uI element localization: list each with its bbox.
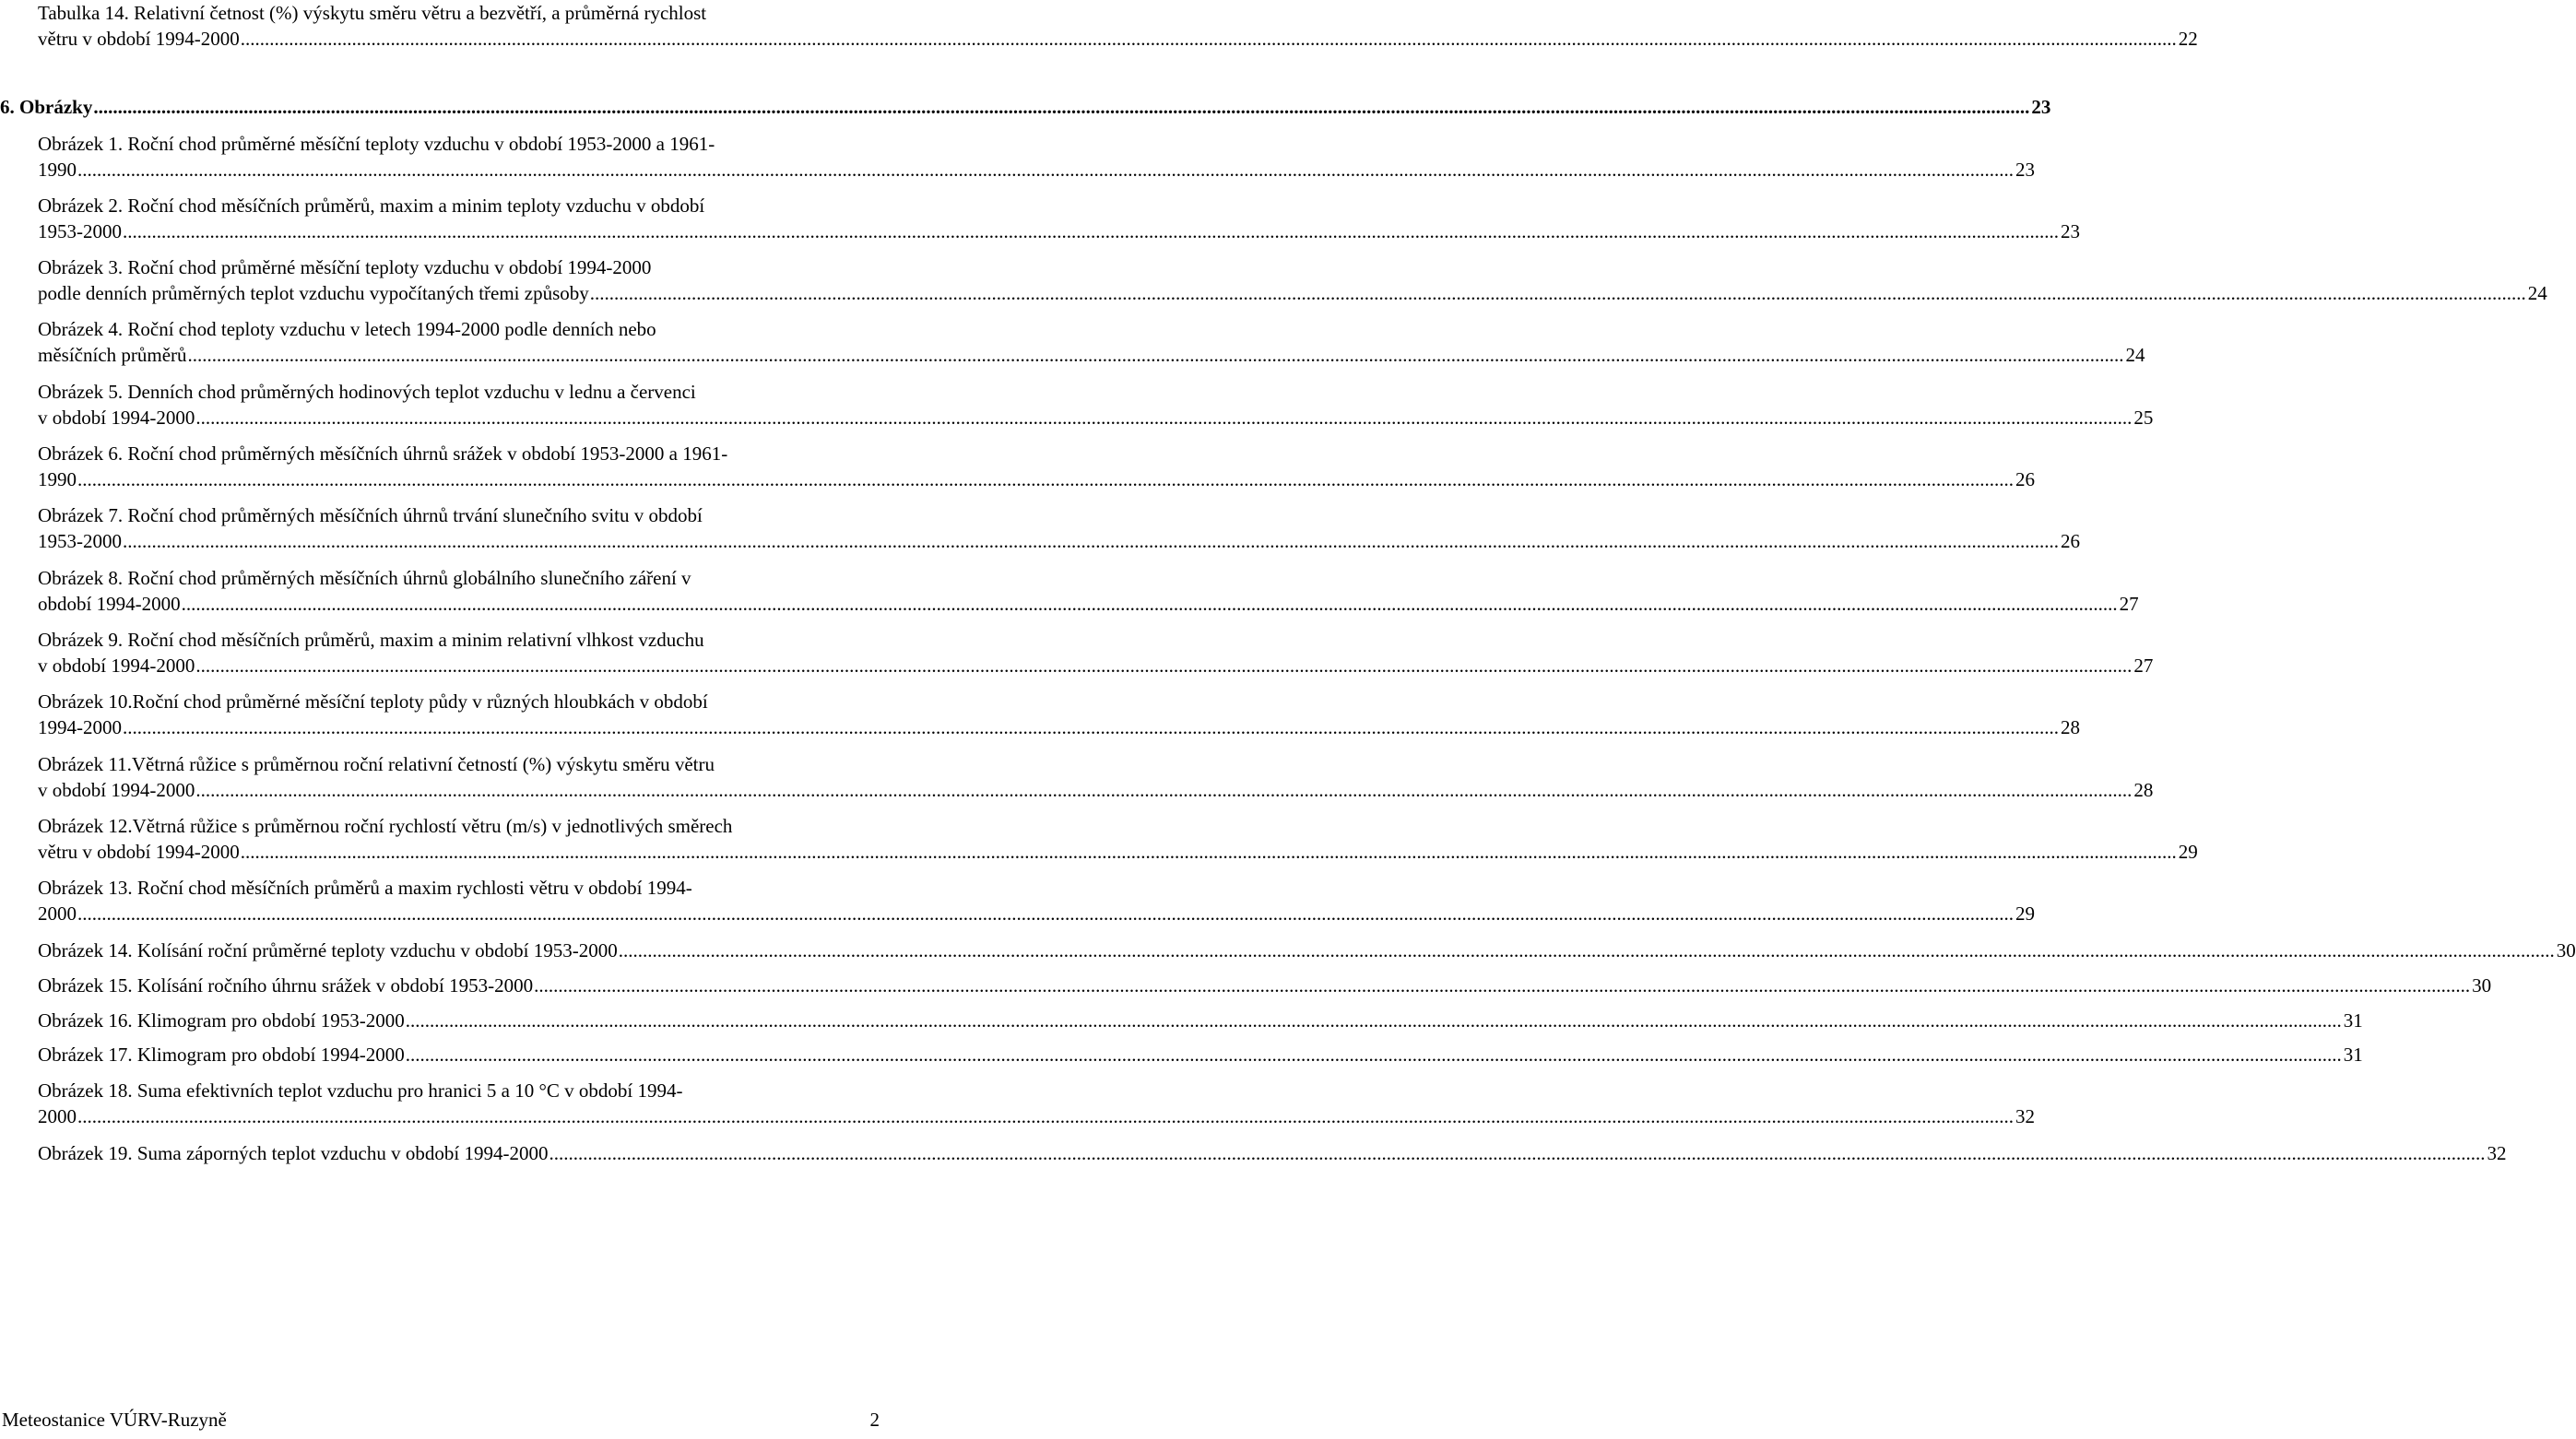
toc-page-number: 23 (2031, 96, 2051, 118)
toc-page-number: 24 (2125, 344, 2145, 366)
toc-page-number: 23 (2061, 220, 2080, 242)
dot-leader: ................................................................................................................................................................................................................................................................................................................................................................................................................ (240, 841, 2177, 863)
toc-entry-leader-line (38, 280, 2547, 306)
toc-entry-text-line: Obrázek 10.Roční chod průměrné měsíční teploty půdy v různých hloubkách v období (38, 690, 708, 713)
dot-leader: ................................................................................................................................................................................................................................................................................................................................................................................................................ (195, 655, 2133, 677)
footer-page-number: 2 (869, 1409, 880, 1431)
toc-entry[interactable] (38, 751, 2154, 803)
dot-leader: ................................................................................................................................................................................................................................................................................................................................................................................................................ (77, 1105, 2014, 1127)
toc-entry-text-line: Obrázek 12.Větrná růžice s průměrnou roční rychlostí větru (m/s) v jednotlivých směrech (38, 815, 733, 837)
toc-page-number: 22 (2178, 28, 2198, 50)
dot-leader: ................................................................................................................................................................................................................................................................................................................................................................................................................ (123, 716, 2059, 738)
dot-leader: ................................................................................................................................................................................................................................................................................................................................................................................................................ (195, 779, 2133, 801)
dot-leader: ................................................................................................................................................................................................................................................................................................................................................................................................................ (123, 220, 2059, 242)
toc-entry-leader-line (38, 218, 2080, 244)
dot-leader: ................................................................................................................................................................................................................................................................................................................................................................................................................ (77, 468, 2014, 490)
toc-entry-leader-line (38, 466, 2035, 492)
toc-entry-title: Obrázek 14. Kolísání roční průměrné teploty vzduchu v období 1953-2000 (38, 939, 618, 961)
toc-entry[interactable] (38, 1008, 2363, 1033)
toc-entry-leader-line (38, 653, 2154, 678)
toc-entry[interactable] (38, 0, 2198, 52)
dot-leader: ................................................................................................................................................................................................................................................................................................................................................................................................................ (77, 902, 2014, 925)
toc-page-number: 30 (2556, 939, 2576, 961)
dot-leader: ................................................................................................................................................................................................................................................................................................................................................................................................................ (405, 1044, 2342, 1066)
toc-section-heading[interactable] (0, 94, 2051, 120)
toc-entry-title: Obrázek 19. Suma záporných teplot vzduchu v období 1994-2000 (38, 1142, 549, 1164)
toc-entry-text-line: Tabulka 14. Relativní četnost (%) výskytu směru větru a bezvětří, a průměrná rychlost (38, 2, 707, 24)
toc-entry-text-line: Obrázek 6. Roční chod průměrných měsíčních úhrnů srážek v období 1953-2000 a 1961- (38, 442, 728, 465)
toc-page-number: 32 (2487, 1142, 2507, 1164)
toc-entry-text-line: Obrázek 1. Roční chod průměrné měsíční teploty vzduchu v období 1953-2000 a 1961- (38, 133, 715, 155)
toc-entry-text-line: Obrázek 5. Denních chod průměrných hodinových teplot vzduchu v lednu a červenci (38, 381, 696, 403)
toc-entry-leader-line (38, 973, 2492, 998)
toc-entry-title: Obrázek 15. Kolísání ročního úhrnu srážek v období 1953-2000 (38, 974, 534, 997)
toc-entry-leader-line (38, 157, 2035, 183)
toc-page-number: 28 (2133, 779, 2154, 801)
toc-page-number: 27 (2119, 593, 2139, 615)
toc-entry-leader-line (38, 342, 2145, 368)
toc-page-number: 30 (2472, 974, 2492, 997)
toc-entry-text-line: Obrázek 18. Suma efektivních teplot vzduchu pro hranici 5 a 10 °C v období 1994- (38, 1079, 683, 1102)
toc-entry-leader-line (38, 591, 2139, 617)
toc-page-number: 29 (2015, 902, 2035, 925)
toc-entry-leader-line (38, 839, 2198, 865)
toc-entry-text-line: Obrázek 11.Větrná růžice s průměrnou roční relativní četností (%) výskytu směru větru (38, 753, 715, 775)
toc-entry-title: v období 1994-2000 (38, 407, 195, 429)
toc-entry[interactable] (38, 689, 2080, 740)
toc-entry-leader-line (38, 901, 2035, 926)
toc-entry-text-line: Obrázek 8. Roční chod průměrných měsíčních úhrnů globálního slunečního záření v (38, 567, 691, 589)
toc-entry-title: větru v období 1994-2000 (38, 28, 240, 50)
toc-entry-leader-line (38, 405, 2154, 431)
dot-leader: ................................................................................................................................................................................................................................................................................................................................................................................................................ (195, 407, 2133, 429)
toc-entry-leader-line (38, 528, 2080, 554)
toc-entry[interactable] (38, 441, 2035, 492)
toc-entry-title: větru v období 1994-2000 (38, 841, 240, 863)
toc-entry-text-line: Obrázek 7. Roční chod průměrných měsíčních úhrnů trvání slunečního svitu v období (38, 504, 703, 526)
dot-leader: ................................................................................................................................................................................................................................................................................................................................................................................................................ (77, 159, 2014, 181)
toc-page-number: 26 (2061, 530, 2080, 552)
toc-entry-title: Obrázek 16. Klimogram pro období 1953-2000 (38, 1009, 405, 1032)
toc-entry-title: 1953-2000 (38, 530, 122, 552)
dot-leader: ................................................................................................................................................................................................................................................................................................................................................................................................................ (123, 530, 2059, 552)
toc-entry[interactable] (38, 379, 2154, 431)
toc-page-number: 31 (2343, 1044, 2363, 1066)
toc-page-number: 27 (2133, 655, 2154, 677)
toc-page-number: 24 (2527, 282, 2547, 304)
toc-entry[interactable] (38, 1140, 2507, 1166)
toc-page-number: 26 (2015, 468, 2035, 490)
toc-entry[interactable] (38, 1078, 2035, 1129)
toc-entry[interactable] (38, 813, 2198, 865)
toc-entry-title: 1953-2000 (38, 220, 122, 242)
toc-entry-title: podle denních průměrných teplot vzduchu vypočítaných třemi způsoby (38, 282, 589, 304)
dot-leader: ................................................................................................................................................................................................................................................................................................................................................................................................................ (187, 344, 2124, 366)
toc-entry-title: v období 1994-2000 (38, 655, 195, 677)
dot-leader: ................................................................................................................................................................................................................................................................................................................................................................................................................ (534, 974, 2471, 997)
toc-entry-text-line: Obrázek 4. Roční chod teploty vzduchu v letech 1994-2000 podle denních nebo (38, 318, 656, 340)
toc-entry-text-line: Obrázek 13. Roční chod měsíčních průměrů a maxim rychlosti větru v období 1994- (38, 877, 692, 899)
toc-entry-leader-line (38, 26, 2198, 52)
toc-entry-text-line: Obrázek 2. Roční chod měsíčních průměrů, maxim a minim teploty vzduchu v období (38, 195, 705, 217)
toc-entry-leader-line (38, 1103, 2035, 1129)
toc-entry-leader-line (38, 938, 2576, 963)
dot-leader: ................................................................................................................................................................................................................................................................................................................................................................................................................ (549, 1142, 2486, 1164)
toc-entry[interactable] (38, 502, 2080, 554)
toc-entry-leader-line (38, 714, 2080, 740)
toc-page-number: 32 (2015, 1105, 2035, 1127)
toc-entry-title: Obrázek 17. Klimogram pro období 1994-2000 (38, 1044, 405, 1066)
toc-entry-text-line: Obrázek 9. Roční chod měsíčních průměrů, maxim a minim relativní vlhkost vzduchu (38, 629, 704, 651)
dot-leader: ................................................................................................................................................................................................................................................................................................................................................................................................................ (181, 593, 2118, 615)
toc-entry[interactable] (38, 131, 2035, 183)
toc-entry[interactable] (38, 193, 2080, 244)
toc-entry-leader-line (38, 777, 2154, 803)
toc-page-number: 29 (2178, 841, 2198, 863)
page-footer (2, 1409, 880, 1432)
toc-entry[interactable] (38, 254, 2547, 306)
toc-entry[interactable] (38, 938, 2576, 963)
toc-entry-title: 1990 (38, 468, 77, 490)
toc-entry-title: 6. Obrázky (0, 96, 93, 118)
toc-page-number: 25 (2133, 407, 2154, 429)
toc-page-number: 28 (2061, 716, 2080, 738)
toc-entry-title: 1990 (38, 159, 77, 181)
toc-entry-title: 2000 (38, 1105, 77, 1127)
toc-page-number: 23 (2015, 159, 2035, 181)
toc-entry-leader-line (38, 1042, 2363, 1067)
toc-page-number: 31 (2343, 1009, 2363, 1032)
toc-entry[interactable] (38, 973, 2492, 998)
toc-entry-title: měsíčních průměrů (38, 344, 187, 366)
dot-leader: ................................................................................................................................................................................................................................................................................................................................................................................................................ (240, 28, 2177, 50)
toc-entry-leader-line (0, 94, 2051, 120)
dot-leader: ................................................................................................................................................................................................................................................................................................................................................................................................................ (589, 282, 2526, 304)
toc-entry-text-line: Obrázek 3. Roční chod průměrné měsíční teploty vzduchu v období 1994-2000 (38, 256, 652, 278)
toc-entry-title: 2000 (38, 902, 77, 925)
toc-entry-title: období 1994-2000 (38, 593, 181, 615)
footer-station-name: Meteostanice VÚRV-Ruzyně (2, 1409, 227, 1431)
toc-entry-leader-line (38, 1140, 2507, 1166)
toc-entry[interactable] (38, 875, 2035, 926)
toc-entry[interactable] (38, 1042, 2363, 1067)
toc-entry[interactable] (38, 565, 2139, 617)
toc-entry[interactable] (38, 627, 2154, 678)
dot-leader: ................................................................................................................................................................................................................................................................................................................................................................................................................ (618, 939, 2555, 961)
dot-leader: ................................................................................................................................................................................................................................................................................................................................................................................................................ (405, 1009, 2342, 1032)
toc-entry-leader-line (38, 1008, 2363, 1033)
dot-leader: ................................................................................................................................................................................................................................................................................................................................................................................................................ (93, 96, 2030, 118)
toc-entry[interactable] (38, 316, 2145, 368)
toc-entry-title: v období 1994-2000 (38, 779, 195, 801)
toc-entry-title: 1994-2000 (38, 716, 122, 738)
